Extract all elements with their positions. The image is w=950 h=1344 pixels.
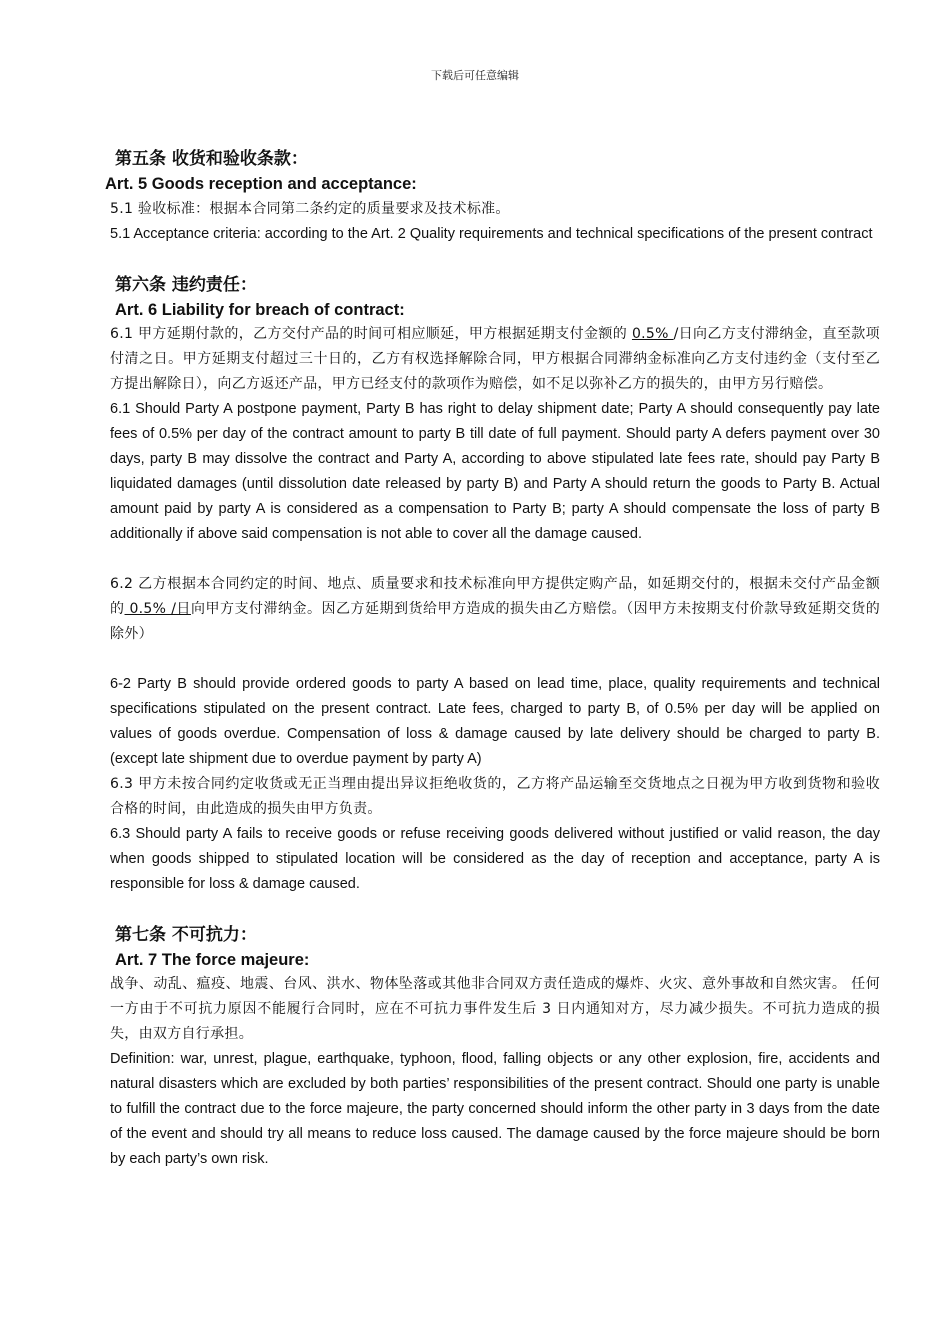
page-header: 下载后可任意编辑 xyxy=(431,69,519,82)
article-5-heading-en: Art. 5 Goods reception and acceptance: xyxy=(105,175,417,193)
clause-6-2-cn-part-b: 向甲方支付滞纳金。因乙方延期到货给甲方造成的损失由乙方赔偿。（因甲方未按期支付价款导致延期交货的除外） xyxy=(110,601,880,642)
clause-6-1-cn-part-a: 6.1 甲方延期付款的，乙方交付产品的时间可相应顺延，甲方根据延期支付金额的 xyxy=(110,326,632,342)
clause-6-1-cn-part-b: /日向乙方支付滞纳金，直至款项付清之日。甲方延期支付超过三十日的，乙方有权选择解除合同，甲方根据合同滞纳金标准向乙方支付违约金（支付至乙方提出解除日），向乙方返还产品，甲方已经支付的款项作为赔偿，如不足以弥补乙方的损失的，由甲方另行赔偿。 xyxy=(110,326,880,392)
article-6-heading-en: Art. 6 Liability for breach of contract: xyxy=(115,301,405,319)
article-7-heading-cn: 第七条 不可抗力： xyxy=(115,925,257,945)
article-6-heading-cn: 第六条 违约责任： xyxy=(115,275,257,295)
document-body xyxy=(105,146,880,1172)
article-5-heading-cn: 第五条 收货和验收条款： xyxy=(115,149,308,169)
spacer xyxy=(110,647,880,672)
clause-6-3-cn: 6.3 甲方未按合同约定收货或无正当理由提出异议拒绝收货的，乙方将产品运输至交货地点之日视为甲方收到货物和验收合格的时间，由此造成的损失由甲方负责。 xyxy=(110,776,880,817)
article-7-heading-en: Art. 7 The force majeure: xyxy=(115,951,310,969)
force-majeure-cn: 战争、动乱、瘟疫、地震、台风、洪水、物体坠落或其他非合同双方责任造成的爆炸、火灾、意外事故和自然灾害。 任何一方由于不可抗力原因不能履行合同时，应在不可抗力事件发生后 3 日内通知对方，尽力减少损失。不可抗力造成的损失，由双方自行承担。 xyxy=(110,976,880,1042)
late-fee-rate: 0.5% xyxy=(631,326,674,342)
clause-6-3-en: 6.3 Should party A fails to receive goods or refuse receiving goods delivered without justified or valid reason, the day when goods shipped to stipulated location will be considered as the day of reception and acceptance, party A is responsible for loss & damage caused. xyxy=(110,826,880,892)
article-5 xyxy=(105,146,880,247)
clause-5-1-cn: 5.1 验收标准：根据本合同第二条约定的质量要求及技术标准。 xyxy=(110,201,510,217)
spacer xyxy=(110,547,880,572)
clause-6-2-cn xyxy=(110,572,880,647)
force-majeure-en: Definition: war, unrest, plague, earthquake, typhoon, flood, falling objects or any other explosion, fire, accidents and natural disasters which are excluded by both parties’ responsibilities of the present contract. Should one party is unable to fulfill the contract due to the force majeure, the party concerned should inform the other party in 3 days from the date of the event and should try all means to reduce loss caused. The damage caused by the force majeure should be born by each party’s own risk. xyxy=(110,1051,880,1167)
article-6 xyxy=(110,272,880,897)
clause-5-1-en: 5.1 Acceptance criteria: according to the Art. 2 Quality requirements and technical specifications of the present contract xyxy=(110,226,873,242)
clause-6-1-en: 6.1 Should Party A postpone payment, Party B has right to delay shipment date; Party A should consequently pay late fees of 0.5% per day of the contract amount to party B till date of full payment. Should party A defers payment over 30 days, party B may dissolve the contract and Party A, according to above stipulated late fees rate, should pay Party B liquidated damages (until dissolution date released by party B) and Party A should return the goods to Party B. Actual amount paid by party A is considered as a compensation to Party B; party A should compensate the loss of party B additionally if above said compensation is not able to cover all the damage caused. xyxy=(110,401,880,542)
clause-6-1-cn xyxy=(110,322,880,397)
spacer xyxy=(110,897,880,922)
clause-6-2-en: 6-2 Party B should provide ordered goods to party A based on lead time, place, quality requirements and technical specifications stipulated on the present contract. Late fees, charged to party B, of 0.5% per day will be applied on values of goods overdue. Compensation of loss & damage caused by late delivery should be charged to party B. (except late shipment due to overdue payment by party A) xyxy=(110,676,880,767)
clause-6-2-cn-part-a: 6.2 乙方根据本合同约定的时间、地点、质量要求和技术标准向甲方提供定购产品，如延期交付的，根据未交付产品金额的 xyxy=(110,576,880,617)
late-fee-rate: 0.5% /日 xyxy=(124,601,191,617)
article-7 xyxy=(110,922,880,1172)
spacer xyxy=(110,247,880,272)
